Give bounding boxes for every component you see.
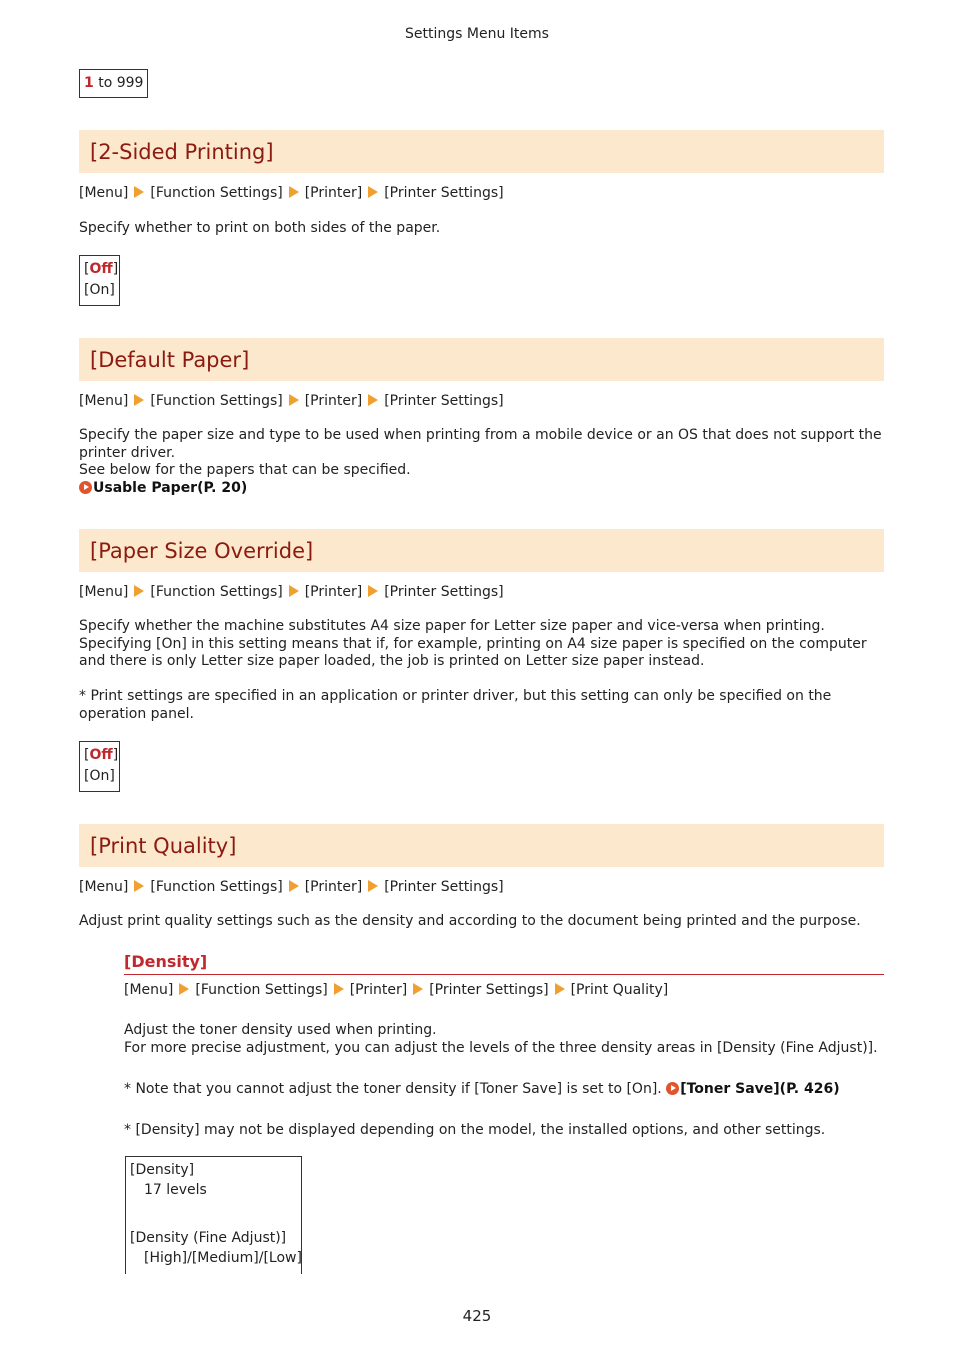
range-text: to 999 [93, 75, 144, 91]
breadcrumb-arrow-icon [289, 880, 299, 892]
breadcrumb-arrow-icon [179, 983, 189, 995]
breadcrumb-item-function-settings: [Function Settings] [195, 982, 328, 998]
option-value: [High]/[Medium]/[Low] [144, 1250, 302, 1266]
density-options-box [125, 1156, 302, 1274]
breadcrumb-item-printer-settings: [Printer Settings] [384, 393, 504, 409]
breadcrumb-item-printer-settings: [Printer Settings] [384, 185, 504, 201]
note-text: * Note that you cannot adjust the toner density if [Toner Save] is set to [On]. [124, 1081, 662, 1097]
breadcrumb-arrow-icon [134, 585, 144, 597]
breadcrumb [79, 184, 504, 202]
breadcrumb-item-function-settings: [Function Settings] [150, 584, 283, 600]
breadcrumb-item-function-settings: [Function Settings] [150, 879, 283, 895]
breadcrumb-item-menu: [Menu] [79, 584, 129, 600]
description-line: Specify whether the machine substitutes A4 size paper for Letter size paper and vice-versa when printing. [79, 618, 825, 634]
breadcrumb-arrow-icon [289, 394, 299, 406]
breadcrumb-arrow-icon [368, 394, 378, 406]
breadcrumb-arrow-icon [289, 186, 299, 198]
breadcrumb-item-print-quality: [Print Quality] [570, 982, 669, 998]
toner-save-link[interactable] [666, 1081, 839, 1097]
default-value: Off [89, 747, 113, 763]
breadcrumb [79, 392, 504, 410]
range-setting-box [79, 69, 148, 98]
section-note: * Print settings are specified in an application or printer driver, but this setting can only be specified on the operation panel. [79, 688, 832, 722]
breadcrumb-item-printer-settings: [Printer Settings] [384, 584, 504, 600]
link-text[interactable]: Usable Paper(P. 20) [93, 479, 248, 496]
link-arrow-icon [79, 481, 92, 494]
breadcrumb-item-function-settings: [Function Settings] [150, 185, 283, 201]
breadcrumb [124, 981, 668, 999]
breadcrumb-item-menu: [Menu] [79, 393, 129, 409]
breadcrumb [79, 878, 504, 896]
section-description [79, 618, 884, 671]
breadcrumb-arrow-icon [289, 585, 299, 597]
description-line: Adjust the toner density used when printing. [124, 1022, 437, 1038]
section-title-2-sided-printing: [2-Sided Printing] [79, 130, 884, 173]
breadcrumb-item-printer-settings: [Printer Settings] [429, 982, 549, 998]
breadcrumb [79, 583, 504, 601]
spacer [130, 1200, 297, 1228]
density-description [124, 1022, 884, 1057]
link-text[interactable]: [Toner Save](P. 426) [680, 1081, 840, 1097]
description-line: Specifying [On] in this setting means that if, for example, printing on A4 size paper is specified on the computer and there is only Letter size paper loaded, the job is printed on Letter size paper instead. [79, 635, 867, 669]
range-default-value: 1 [84, 75, 94, 91]
link-arrow-icon [666, 1082, 679, 1095]
breadcrumb-item-printer: [Printer] [304, 879, 363, 895]
option-default: [Off] [84, 261, 119, 277]
breadcrumb-item-printer: [Printer] [304, 584, 363, 600]
section-title-paper-size-override: [Paper Size Override] [79, 529, 884, 572]
description-line: See below for the papers that can be specified. [79, 462, 411, 478]
section-description: Specify whether to print on both sides of the paper. [79, 220, 441, 236]
option-default: [Off] [84, 747, 119, 763]
options-box [79, 741, 120, 792]
breadcrumb-arrow-icon [368, 585, 378, 597]
density-note-toner-save [124, 1081, 884, 1099]
breadcrumb-arrow-icon [368, 186, 378, 198]
breadcrumb-arrow-icon [368, 880, 378, 892]
breadcrumb-arrow-icon [134, 880, 144, 892]
density-note-display: * [Density] may not be displayed depending on the model, the installed options, and other settings. [124, 1122, 826, 1138]
breadcrumb-item-menu: [Menu] [79, 185, 129, 201]
breadcrumb-arrow-icon [413, 983, 423, 995]
option-other: [On] [84, 768, 115, 784]
breadcrumb-arrow-icon [334, 983, 344, 995]
section-title-default-paper: [Default Paper] [79, 338, 884, 381]
option-label: [Density] [130, 1162, 195, 1178]
section-title-print-quality: [Print Quality] [79, 824, 884, 867]
breadcrumb-item-function-settings: [Function Settings] [150, 393, 283, 409]
breadcrumb-item-printer: [Printer] [304, 393, 363, 409]
running-header: Settings Menu Items [405, 26, 549, 42]
breadcrumb-arrow-icon [555, 983, 565, 995]
option-other: [On] [84, 282, 115, 298]
section-description [79, 427, 884, 497]
default-value: Off [89, 261, 113, 277]
breadcrumb-item-printer: [Printer] [349, 982, 408, 998]
option-label: [Density (Fine Adjust)] [130, 1230, 287, 1246]
page-number: 425 [462, 1307, 492, 1325]
subsection-title-density: [Density] [124, 951, 884, 975]
breadcrumb-item-menu: [Menu] [124, 982, 174, 998]
options-box [79, 255, 120, 306]
section-description: Adjust print quality settings such as the density and according to the document being printed and the purpose. [79, 913, 861, 929]
breadcrumb-item-menu: [Menu] [79, 879, 129, 895]
usable-paper-link[interactable] [79, 480, 884, 498]
breadcrumb-item-printer: [Printer] [304, 185, 363, 201]
breadcrumb-arrow-icon [134, 394, 144, 406]
option-value: 17 levels [144, 1182, 207, 1198]
breadcrumb-item-printer-settings: [Printer Settings] [384, 879, 504, 895]
description-line: Specify the paper size and type to be used when printing from a mobile device or an OS that does not support the printer driver. [79, 427, 882, 461]
breadcrumb-arrow-icon [134, 186, 144, 198]
description-line: For more precise adjustment, you can adjust the levels of the three density areas in [Density (Fine Adjust)]. [124, 1039, 878, 1056]
